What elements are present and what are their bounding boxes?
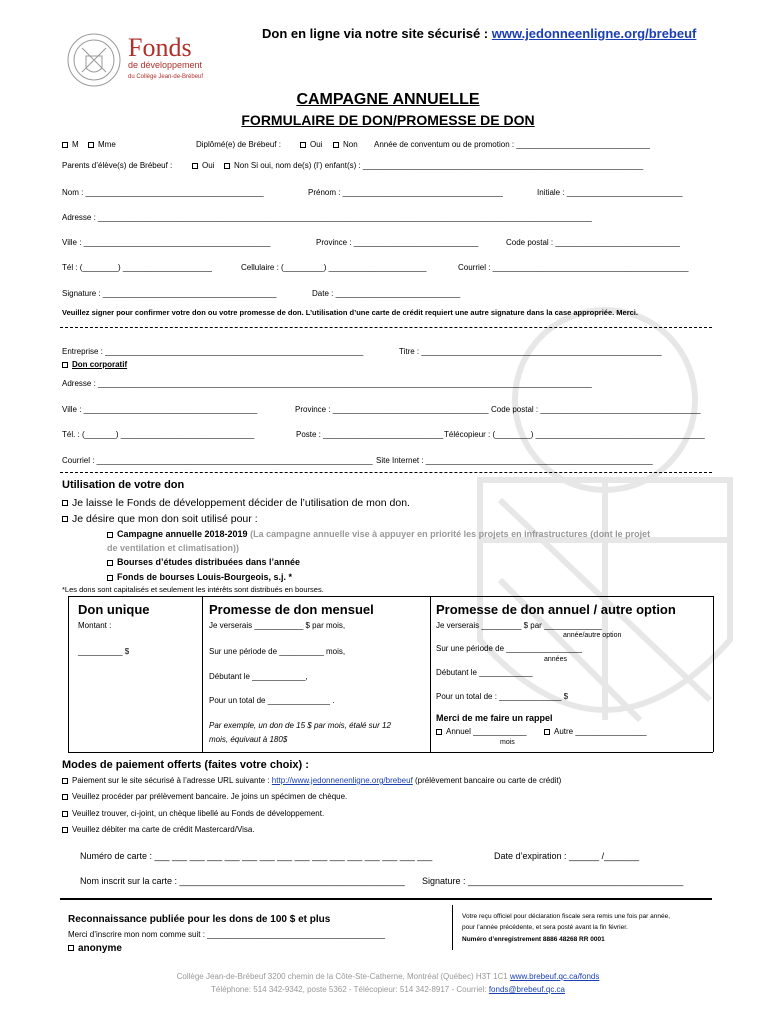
col-annuel-line-3[interactable]: Débutant le ____________ (436, 668, 533, 677)
recognition-divider (452, 905, 453, 950)
card-name-field[interactable]: Nom inscrit sur la carte : _____________________________________________ (80, 876, 405, 886)
col-mensuel-line-3[interactable]: Débutant le ____________, (209, 672, 308, 681)
payment-option-online[interactable]: Paiement sur le site sécurisé à l’adresse URL suivante : http://www.jedonnenenligne.org/brebeuf (prélèvement bancaire ou carte de crédit) (62, 776, 561, 785)
checkbox-don-corporatif[interactable]: Don corporatif (62, 360, 127, 369)
code-postal-field[interactable]: Code postal : ____________________________ (506, 238, 680, 247)
col-annuel-mois-hint: mois (500, 739, 515, 746)
corp-poste-field[interactable]: Poste : ___________________________ (296, 430, 444, 439)
corp-tel-field[interactable]: Tél. : (_______) ______________________________ (62, 430, 255, 439)
checkbox-rappel-autre[interactable]: Autre ________________ (544, 727, 647, 736)
label-mme: Mme (98, 140, 116, 149)
sub-option-campagne[interactable]: Campagne annuelle 2018-2019 (La campagne annuelle vise à appuyer en priorité les projets en infrastructures (dont le projet (107, 529, 650, 539)
receipt-note-1: Votre reçu officiel pour déclaration fiscale sera remis une fois par année, (462, 913, 670, 920)
date-field[interactable]: Date : ____________________________ (312, 289, 461, 298)
checkbox-icon (300, 142, 306, 148)
col-don-unique-amount[interactable]: __________ $ (78, 647, 130, 656)
col-annuel-line-1-hint: année/autre option (563, 632, 622, 639)
corp-courriel-field[interactable]: Courriel : ______________________________________________________________ (62, 456, 373, 465)
registration-number: Numéro d’enregistrement 8886 48268 RR 0001 (462, 936, 605, 943)
annee-field[interactable]: Année de conventum ou de promotion : ______________________________ (374, 140, 650, 149)
initiale-field[interactable]: Initiale : __________________________ (537, 188, 683, 197)
col-mensuel-example-2: mois, équivaut à 180$ (209, 735, 288, 744)
province-field[interactable]: Province : ____________________________ (316, 238, 479, 247)
checkbox-diplome-non[interactable]: Non (333, 140, 358, 149)
checkbox-icon (333, 142, 339, 148)
footer-contact-line (0, 985, 770, 994)
table-divider-2 (430, 596, 431, 752)
titre-field[interactable]: Titre : ______________________________________________________ (399, 347, 662, 356)
page-title: CAMPAGNE ANNUELLE (296, 91, 480, 108)
col-mensuel-line-2[interactable]: Sur une période de __________ mois, (209, 647, 346, 656)
corp-province-field[interactable]: Province : ___________________________________ (295, 405, 489, 414)
courriel-field[interactable]: Courriel : ____________________________________________ (458, 263, 689, 272)
checkbox-anonyme[interactable]: anonyme (68, 943, 122, 954)
payment-option-bank[interactable]: Veuillez procéder par prélèvement bancaire. Je joins un spécimen de chèque. (62, 792, 347, 801)
adresse-field[interactable]: Adresse : _______________________________________________________________________________________________________________ (62, 213, 592, 222)
checkbox-mme[interactable] (88, 140, 116, 149)
checkbox-icon (88, 142, 94, 148)
online-donation-line (262, 26, 696, 41)
parents-label: Parents d’élève(s) de Brébeuf : (62, 161, 173, 170)
payment-option-card[interactable]: Veuillez débiter ma carte de crédit Mastercard/Visa. (62, 825, 255, 834)
checkbox-icon (62, 794, 68, 800)
receipt-note-2: pour l’année précédente, et sera posté avant la fin février. (462, 924, 628, 931)
col-annuel-line-4[interactable]: Pour un total de : ______________ $ (436, 692, 569, 701)
signature-note: Veuillez signer pour confirmer votre don ou votre promesse de don. L’utilisation d’une carte de crédit requiert une autre signature dans la case appropriée. Merci. (62, 308, 638, 317)
online-donation-link[interactable]: www.jedonneenligne.org/brebeuf (491, 26, 697, 41)
table-border-top (68, 596, 713, 597)
checkbox-diplome-oui[interactable]: Oui (300, 140, 322, 149)
checkbox-m[interactable] (62, 140, 79, 149)
payment-heading: Modes de paiement offerts (faites votre choix) : (62, 759, 309, 771)
col-mensuel-example-1: Par exemple, un don de 15 $ par mois, étalé sur 12 (209, 721, 391, 730)
checkbox-icon (436, 729, 442, 735)
table-border-bottom (68, 752, 713, 753)
recognition-name-field[interactable]: Merci d’inscrire mon nom comme suit : ________________________________________ (68, 930, 386, 939)
checkbox-icon (107, 560, 113, 566)
prenom-field[interactable]: Prénom : ____________________________________ (308, 188, 503, 197)
card-signature-field[interactable]: Signature : ___________________________________________ (422, 876, 684, 886)
corp-ville-field[interactable]: Ville : _______________________________________ (62, 405, 258, 414)
checkbox-icon (62, 778, 68, 784)
footnote: *Les dons sont capitalisés et seulement les intérêts sont distribués en bourses. (62, 585, 324, 594)
payment-online-link[interactable]: http://www.jedonnenenligne.org/brebeuf (271, 776, 413, 785)
col-mensuel-line-4[interactable]: Pour un total de ______________ . (209, 696, 335, 705)
recognition-heading: Reconnaissance publiée pour les dons de 100 $ et plus (68, 914, 331, 925)
online-donation-text: Don en ligne via notre site sécurisé : (262, 26, 492, 41)
card-expiration-field[interactable]: Date d’expiration : ______ /_______ (494, 851, 640, 861)
checkbox-parents-oui[interactable]: Oui (192, 161, 214, 170)
col-mensuel-title: Promesse de don mensuel (209, 602, 374, 617)
nom-field[interactable]: Nom : ________________________________________ (62, 188, 264, 197)
checkbox-icon (224, 163, 230, 169)
col-annuel-title: Promesse de don annuel / autre option (436, 602, 676, 617)
footer-address-line (0, 972, 770, 981)
checkbox-rappel-annuel[interactable]: Annuel ____________ (436, 727, 527, 736)
sub-option-campagne-note: de ventilation et climatisation)) (107, 543, 240, 553)
sub-option-louis-bourgeois[interactable]: Fonds de bourses Louis-Bourgeois, s.j. * (107, 572, 292, 582)
checkbox-icon (62, 827, 68, 833)
footer-phone: Téléphone: 514 342-9342, poste 5362 - Télécopieur: 514 342-8917 - Courriel: (211, 985, 489, 994)
corp-telecopieur-field[interactable]: Télécopieur : (________) ______________________________________ (444, 430, 705, 439)
checkbox-icon (62, 500, 68, 506)
table-divider-1 (202, 596, 203, 752)
col-don-unique-montant-label: Montant : (78, 621, 112, 630)
utilisation-option-1[interactable]: Je laisse le Fonds de développement décider de l’utilisation de mon don. (62, 497, 410, 509)
col-annuel-line-2-hint: années (544, 656, 567, 663)
tel-field[interactable]: Tél : (________) ____________________ (62, 263, 212, 272)
logo-college-text: du Collège Jean-de-Brébeuf (128, 74, 204, 80)
col-don-unique-title: Don unique (78, 602, 150, 617)
sub-option-bourses[interactable]: Bourses d’études distribuées dans l’année (107, 557, 300, 567)
corp-adresse-field[interactable]: Adresse : _______________________________________________________________________________________________________________ (62, 379, 592, 388)
payment-option-cheque[interactable]: Veuillez trouver, ci-joint, un chèque libellé au Fonds de développement. (62, 809, 324, 818)
table-border-right (713, 596, 714, 752)
page-subtitle: FORMULAIRE DE DON/PROMESSE DE DON (241, 112, 535, 128)
logo-dev-text: de développement (128, 60, 203, 70)
footer-website-link[interactable]: www.brebeuf.qc.ca/fonds (509, 972, 600, 981)
cellulaire-field[interactable]: Cellulaire : (_________) ______________________ (241, 263, 427, 272)
footer-email-link[interactable]: fonds@brebeuf.qc.ca (488, 985, 565, 994)
label-m: M (72, 140, 79, 149)
corp-code-postal-field[interactable]: Code postal : ____________________________________ (491, 405, 701, 414)
checkbox-icon (62, 516, 68, 522)
checkbox-icon (544, 729, 550, 735)
col-annuel-line-1[interactable]: Je verserais _________ $ par _____________ (436, 621, 602, 630)
fonds-logo (66, 26, 226, 98)
col-annuel-line-2[interactable]: Sur une période de _________________ (436, 644, 582, 653)
corp-site-field[interactable]: Site Internet : ___________________________________________________ (376, 456, 653, 465)
checkbox-icon (68, 945, 74, 951)
utilisation-option-2[interactable]: Je désire que mon don soit utilisé pour : (62, 513, 258, 525)
signature-field[interactable]: Signature : _______________________________________ (62, 289, 277, 298)
diplome-label: Diplômé(e) de Brébeuf : (196, 140, 281, 149)
checkbox-icon (62, 142, 68, 148)
checkbox-icon (62, 362, 68, 368)
table-border-left (68, 596, 69, 752)
divider-thick (60, 898, 712, 900)
logo-fonds-text: Fonds (128, 33, 192, 62)
checkbox-icon (107, 575, 113, 581)
col-mensuel-line-1[interactable]: Je verserais ___________ $ par mois, (209, 621, 346, 630)
divider (60, 327, 712, 328)
footer-address: Collège Jean-de-Brébeuf 3200 chemin de la Côte-Ste-Catherne, Montréal (Québec) H3T 1C1 (176, 972, 510, 981)
entreprise-field[interactable]: Entreprise : __________________________________________________________ (62, 347, 364, 356)
divider (60, 472, 712, 473)
checkbox-icon (192, 163, 198, 169)
checkbox-icon (62, 811, 68, 817)
ville-field[interactable]: Ville : __________________________________________ (62, 238, 271, 247)
col-annuel-rappel: Merci de me faire un rappel (436, 713, 553, 723)
utilisation-heading: Utilisation de votre don (62, 479, 185, 491)
checkbox-parents-non[interactable]: Non Si oui, nom de(s) (l’) enfant(s) : _______________________________________________________________ (224, 161, 643, 170)
card-number-field[interactable]: Numéro de carte : ___ ___ ___ ___ ___ ___ ___ ___ ___ ___ ___ ___ ___ ___ ___ ___ (80, 851, 433, 861)
checkbox-icon (107, 532, 113, 538)
